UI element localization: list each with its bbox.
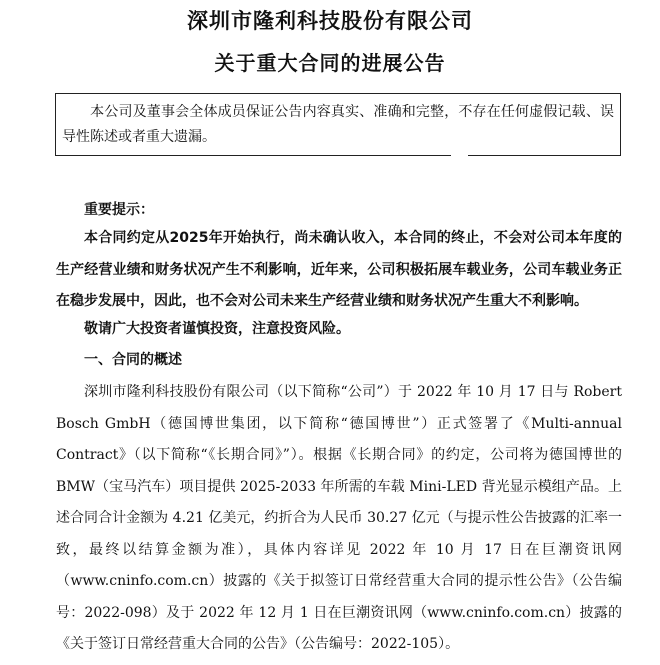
key-tips-heading: 重要提示： [84, 202, 154, 218]
guarantee-notice-text: 本公司及董事会全体成员保证公告内容真实、准确和完整，不存在任何虚假记载、误导性陈述或者重大遗漏。 [62, 104, 614, 145]
notice-box-border-right [468, 155, 621, 156]
company-name: 深圳市隆利科技股份有限公司 [187, 9, 473, 33]
notice-box-border-left [55, 155, 451, 156]
guarantee-notice-box [55, 93, 621, 155]
contract-overview-body: 深圳市隆利科技股份有限公司（以下简称“公司”）于 2022 年 10 月 17 日与 Robert Bosch GmbH（德国博世集团，以下简称“德国博世”）正式签署了《Multi-annual Contract》（以下简称“《长期合同》”）。根据《长期合同》的约定，公司将为德国博世的 BMW（宝马汽车）项目提供 2025-2033 年所需的车载 Mini-LED 背光显示模组产品。上述合同合计金额为 4.21 亿美元，约折合为人民币 30.27 亿元（与提示性公告披露的汇率一致，最终以结算金额为准），具体内容详见 2022 年 10 月 17 日在巨潮资讯网（www.cninfo.com.cn）披露的《关于拟签订日常经营重大合同的提示性公告》（公告编号：2022-098）及于 2022 年 12 月 1 日在巨潮资讯网（www.cninfo.com.cn）披露的《关于签订日常经营重大合同的公告》（公告编号：2022-105）。 [56, 384, 622, 652]
document-title: 关于重大合同的进展公告 [214, 51, 446, 75]
section-heading-contract-overview: 一、合同的概述 [84, 352, 182, 368]
investment-risk-warning: 敬请广大投资者谨慎投资，注意投资风险。 [84, 321, 350, 337]
key-tips-paragraph: 本合同约定从2025年开始执行，尚未确认收入，本合同的终止，不会对公司本年度的生产经营业绩和财务状况产生不利影响，近年来，公司积极拓展车载业务，公司车载业务正在稳步发展中，因此，也不会对公司未来生产经营业绩和财务状况产生重大不利影响。 [56, 230, 622, 309]
